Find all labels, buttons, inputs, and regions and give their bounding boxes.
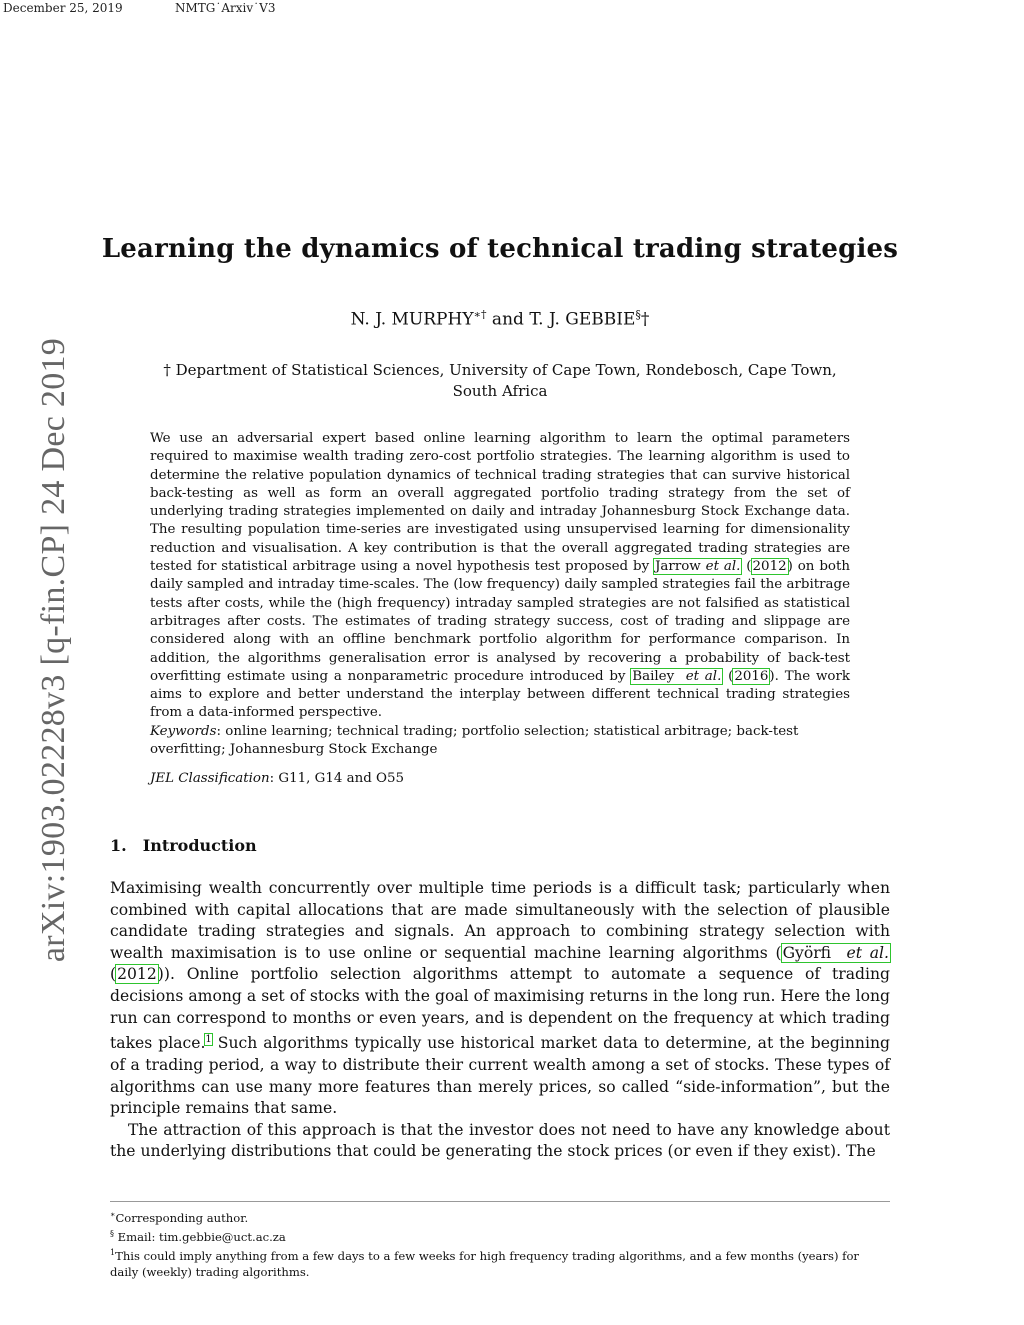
section-title: Introduction xyxy=(142,836,257,855)
author-and: and xyxy=(486,309,530,330)
affiliation: † Department of Statistical Sciences, University of Cape Town, Rondebosch, Cape Town, South Africa xyxy=(163,361,837,400)
running-header-date: December 25, 2019 xyxy=(3,1,123,15)
author-2-mark: † xyxy=(640,309,650,330)
citation-gyorfi-year[interactable]: 2012 xyxy=(117,965,157,984)
author-2-name: T. J. GEBBIE xyxy=(529,309,636,330)
footnote-email: § Email: tim.gebbie@uct.ac.za xyxy=(110,1229,286,1244)
author-list xyxy=(0,308,1000,330)
citation-bailey-year[interactable]: 2016 xyxy=(734,668,769,684)
citation-jarrow[interactable]: Jarrow et al. xyxy=(655,559,741,575)
section-heading-introduction xyxy=(110,836,257,855)
author-1-marks: ∗† xyxy=(473,308,487,321)
author-1-name: N. J. MURPHY xyxy=(350,309,474,330)
jel-label: JEL Classification xyxy=(150,771,270,786)
keywords-label: Keywords xyxy=(150,724,217,739)
footnote-corresponding: ∗Corresponding author. xyxy=(110,1210,249,1225)
arxiv-stamp: arXiv:1903.02228v3 [q-fin.CP] 24 Dec 2019 xyxy=(35,337,72,963)
footnote-ref-1[interactable]: 1 xyxy=(205,1034,212,1046)
intro-paragraph-1: Maximising wealth concurrently over multiple time periods is a difficult task; particularly when combined with capital allocations that are made simultaneously with the selection of plausible candidate trading strategies and signals. An approach to combining strategy selection with wealth maximisation is to use online or sequential machine learning algorithms (Györfi et al. (2012)). Online portfolio selection algorithms attempt to automate a sequence of trading decisions among a set of stocks with the goal of maximising returns in the long run. Here the long run can correspond to months or even years, and is dependent on the frequency at which trading takes place.$^1$ Such algorithms typically use historical market data to determine, at the beginning of a trading period, a way to distribute their current wealth among a set of stocks. These types of algorithms can use many more features than merely prices, so called “side-information”, but the principle remains that same. xyxy=(110,879,890,1118)
abstract-text-1: We use an adversarial expert based online learning algorithm to learn the optimal parameters required to maximise wealth trading zero-cost portfolio strategies. The learning algorithm is used to determine the relative population dynamics of technical trading strategies that can survive historical back-testing as well as form an overall aggregated portfolio trading strategy from the set of underlying trading strategies implemented on daily and intraday Johannesburg Stock Exchange data. The resulting population time-series are investigated using unsupervised learning for dimensionality reduction and visualisation. A key contribution is that the overall aggregated trading strategies are tested for statistical arbitrage using a novel hypothesis test proposed by xyxy=(150,431,850,575)
abstract-text-3: . The work aims to explore and better understand the interplay between different technical trading strategies from a data-informed perspective. xyxy=(150,668,850,721)
abstract: We use an adversarial expert based online learning algorithm to learn the optimal parameters required to maximise wealth trading zero-cost portfolio strategies. The learning algorithm is used to determine the relative population dynamics of technical trading strategies that can survive historical back-testing as well as form an overall aggregated portfolio trading strategy from the set of underlying trading strategies implemented on daily and intraday Johannesburg Stock Exchange data. The resulting population time-series are investigated using unsupervised learning for dimensionality reduction and visualisation. A key contribution is that the overall aggregated trading strategies are tested for statistical arbitrage using a novel hypothesis test proposed by Jarrow et al. (2012) on both daily sampled and intraday time-scales. The (low frequency) daily sampled strategies fail the arbitrage tests after costs, while the (high frequency) intraday sampled strategies are not falsified as statistical arbitrages after costs. The estimates of trading strategy success, cost of trading and slippage are considered along with an offline benchmark portfolio algorithm for performance comparison. In addition, the algorithms generalisation error is analysed by recovering a probability of back-test overfitting estimate using a nonparametric procedure introduced by Bailey et al. (2016). The work aims to explore and better understand the interplay between different technical trading strategies from a data-informed perspective. xyxy=(150,431,850,721)
citation-jarrow-year[interactable]: 2012 xyxy=(752,559,787,575)
paper-title: Learning the dynamics of technical trading strategies xyxy=(101,234,899,264)
footnotes xyxy=(110,1207,890,1280)
jel-classification xyxy=(150,771,850,786)
footnote-divider xyxy=(110,1201,890,1202)
intro-paragraph-2: The attraction of this approach is that the investor does not need to have any knowledge about the underlying distributions that could be generating the stock prices (or even if they exist). The xyxy=(110,1120,890,1161)
jel-text: : G11, G14 and O55 xyxy=(269,771,405,786)
running-header-id: NMTG˙Arxiv˙V3 xyxy=(175,1,276,15)
introduction-body xyxy=(110,878,890,1163)
citation-gyorfi[interactable]: Györfi et al. xyxy=(782,943,889,962)
citation-bailey[interactable]: Bailey et al. xyxy=(632,668,722,684)
keywords-text: : online learning; technical trading; portfolio selection; statistical arbitrage; back-test overfitting; Johannesburg Stock Exchange xyxy=(150,724,799,758)
keywords xyxy=(150,723,850,760)
abstract-text-2: on both daily sampled and intraday time-scales. The (low frequency) daily sampled strategies fail the arbitrage tests after costs, while the (high frequency) intraday sampled strategies are not falsified as statistical arbitrages after costs. The estimates of trading strategy success, cost of trading and slippage are considered along with an offline benchmark portfolio algorithm for performance comparison. In addition, the algorithms generalisation error is analysed by recovering a probability of back-test overfitting estimate using a nonparametric procedure introduced by xyxy=(150,559,850,684)
footnote-1: $^1$This could imply anything from a few days to a few weeks for high frequency trading algorithms, and a few months (years) for daily (weekly) trading algorithms. xyxy=(110,1248,859,1280)
author-2-sup: § xyxy=(635,308,641,321)
section-number: 1. xyxy=(110,836,127,855)
